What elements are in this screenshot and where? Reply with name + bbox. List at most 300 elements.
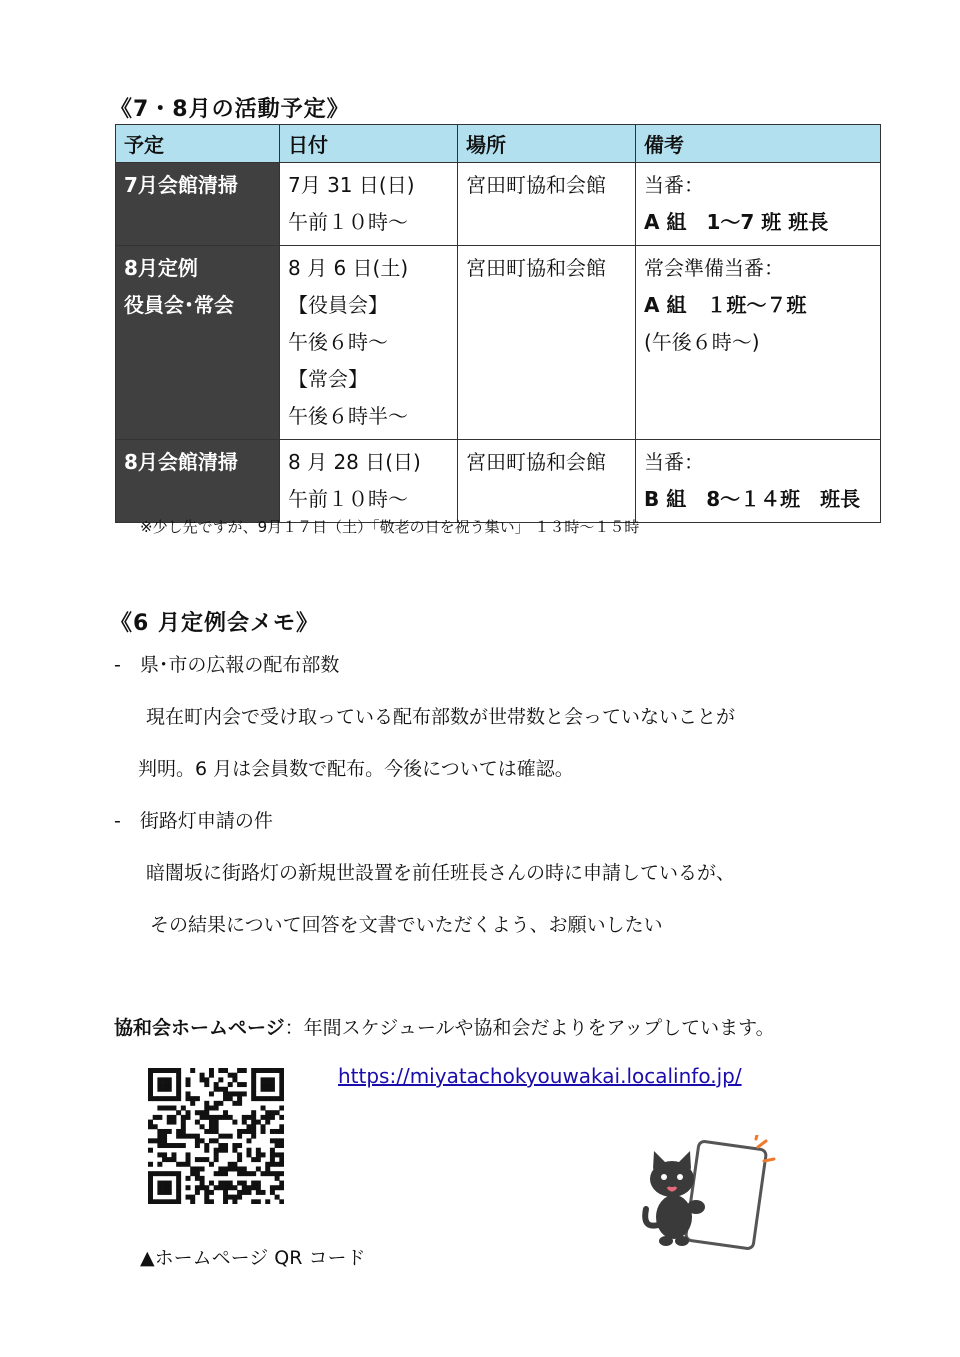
qr-module bbox=[157, 1185, 162, 1190]
qr-module bbox=[176, 1068, 181, 1073]
qr-module bbox=[242, 1068, 247, 1073]
qr-module bbox=[242, 1190, 247, 1195]
qr-module bbox=[228, 1185, 233, 1190]
qr-module bbox=[218, 1171, 223, 1176]
qr-module bbox=[157, 1106, 162, 1111]
qr-module bbox=[251, 1073, 256, 1078]
qr-module bbox=[181, 1134, 186, 1139]
qr-module bbox=[204, 1148, 209, 1153]
qr-module bbox=[265, 1171, 270, 1176]
qr-module bbox=[256, 1185, 261, 1190]
qr-module bbox=[251, 1181, 256, 1186]
qr-module bbox=[190, 1101, 195, 1106]
date-cell bbox=[280, 440, 458, 523]
qr-module bbox=[232, 1073, 237, 1078]
homepage-label: 協和会ホームページ bbox=[114, 1017, 285, 1039]
qr-module bbox=[157, 1077, 162, 1082]
qr-module bbox=[214, 1185, 219, 1190]
qr-module bbox=[209, 1073, 214, 1078]
qr-module bbox=[190, 1068, 195, 1073]
qr-module bbox=[232, 1143, 237, 1148]
qr-module bbox=[218, 1166, 223, 1171]
qr-module bbox=[270, 1115, 275, 1120]
qr-module bbox=[265, 1087, 270, 1092]
qr-module bbox=[232, 1185, 237, 1190]
qr-module bbox=[176, 1110, 181, 1115]
qr-module bbox=[232, 1148, 237, 1153]
qr-module bbox=[242, 1115, 247, 1120]
qr-module bbox=[176, 1091, 181, 1096]
qr-module bbox=[251, 1096, 256, 1101]
date-text: 8 月 28 日(日) bbox=[288, 450, 421, 474]
qr-module bbox=[279, 1124, 284, 1129]
qr-module bbox=[195, 1110, 200, 1115]
qr-module bbox=[251, 1199, 256, 1204]
qr-module bbox=[167, 1115, 172, 1120]
time-label: 【常会】 bbox=[288, 367, 368, 391]
qr-module bbox=[176, 1185, 181, 1190]
date-cell bbox=[280, 246, 458, 440]
qr-module bbox=[214, 1101, 219, 1106]
qr-module bbox=[186, 1162, 191, 1167]
qr-module bbox=[209, 1068, 214, 1073]
qr-module bbox=[148, 1073, 153, 1078]
qr-module bbox=[200, 1166, 205, 1171]
qr-module bbox=[209, 1190, 214, 1195]
qr-module bbox=[223, 1190, 228, 1195]
place-cell bbox=[458, 440, 636, 523]
homepage-text: ：年間スケジュールや協和会だよりをアップしています。 bbox=[284, 1017, 775, 1039]
qr-module bbox=[251, 1129, 256, 1134]
qr-module bbox=[279, 1091, 284, 1096]
qr-module bbox=[218, 1077, 223, 1082]
qr-module bbox=[148, 1162, 153, 1167]
qr-module bbox=[157, 1068, 162, 1073]
qr-module bbox=[246, 1185, 251, 1190]
qr-module bbox=[256, 1120, 261, 1125]
qr-module bbox=[157, 1138, 162, 1143]
qr-module bbox=[218, 1181, 223, 1186]
qr-module bbox=[223, 1185, 228, 1190]
place-cell bbox=[458, 163, 636, 246]
qr-module bbox=[251, 1115, 256, 1120]
remarks-cell bbox=[636, 440, 881, 523]
qr-module bbox=[157, 1096, 162, 1101]
qr-module bbox=[214, 1157, 219, 1162]
qr-module bbox=[232, 1077, 237, 1082]
time-label: 【役員会】 bbox=[288, 293, 388, 317]
qr-module bbox=[223, 1091, 228, 1096]
qr-module bbox=[171, 1068, 176, 1073]
qr-module bbox=[209, 1199, 214, 1204]
qr-module bbox=[237, 1152, 242, 1157]
qr-module bbox=[204, 1129, 209, 1134]
qr-module bbox=[200, 1077, 205, 1082]
qr-module bbox=[251, 1185, 256, 1190]
event-text: 8月定例 bbox=[124, 256, 198, 280]
qr-module bbox=[214, 1082, 219, 1087]
qr-module bbox=[204, 1082, 209, 1087]
qr-module bbox=[153, 1124, 158, 1129]
qr-module bbox=[251, 1124, 256, 1129]
qr-module bbox=[162, 1129, 167, 1134]
qr-module bbox=[190, 1199, 195, 1204]
qr-module bbox=[279, 1115, 284, 1120]
qr-module bbox=[270, 1068, 275, 1073]
qr-module bbox=[162, 1106, 167, 1111]
date-text: 7月 31 日(日) bbox=[288, 173, 415, 197]
qr-module bbox=[279, 1096, 284, 1101]
qr-module bbox=[148, 1096, 153, 1101]
qr-module bbox=[186, 1134, 191, 1139]
qr-module bbox=[270, 1148, 275, 1153]
qr-module bbox=[261, 1106, 266, 1111]
qr-module bbox=[275, 1185, 280, 1190]
qr-module bbox=[167, 1190, 172, 1195]
qr-module bbox=[256, 1157, 261, 1162]
qr-module bbox=[167, 1120, 172, 1125]
qr-module bbox=[270, 1129, 275, 1134]
qr-module bbox=[209, 1115, 214, 1120]
qr-module bbox=[204, 1106, 209, 1111]
qr-module bbox=[246, 1148, 251, 1153]
qr-module bbox=[228, 1181, 233, 1186]
qr-module bbox=[251, 1068, 256, 1073]
time-text: 午前１０時～ bbox=[288, 210, 408, 234]
qr-module bbox=[232, 1120, 237, 1125]
qr-module bbox=[232, 1162, 237, 1167]
qr-module bbox=[167, 1096, 172, 1101]
qr-module bbox=[186, 1091, 191, 1096]
qr-module bbox=[162, 1082, 167, 1087]
qr-module bbox=[162, 1138, 167, 1143]
table-header-row bbox=[116, 125, 881, 163]
qr-module bbox=[167, 1087, 172, 1092]
qr-module bbox=[148, 1171, 153, 1176]
qr-module bbox=[167, 1082, 172, 1087]
cat-holding-tablet-icon bbox=[640, 1135, 780, 1255]
qr-module bbox=[148, 1195, 153, 1200]
qr-module bbox=[171, 1096, 176, 1101]
qr-module bbox=[256, 1190, 261, 1195]
qr-module bbox=[195, 1176, 200, 1181]
qr-module bbox=[186, 1110, 191, 1115]
qr-module bbox=[186, 1115, 191, 1120]
qr-module bbox=[195, 1120, 200, 1125]
qr-module bbox=[223, 1134, 228, 1139]
qr-module bbox=[200, 1157, 205, 1162]
qr-module bbox=[186, 1082, 191, 1087]
qr-module bbox=[237, 1171, 242, 1176]
qr-module bbox=[237, 1101, 242, 1106]
qr-module bbox=[148, 1148, 153, 1153]
qr-module bbox=[162, 1143, 167, 1148]
qr-code-icon[interactable] bbox=[148, 1068, 284, 1204]
qr-module bbox=[218, 1115, 223, 1120]
qr-module bbox=[237, 1157, 242, 1162]
qr-module bbox=[190, 1166, 195, 1171]
qr-module bbox=[148, 1120, 153, 1125]
qr-module bbox=[265, 1162, 270, 1167]
qr-module bbox=[261, 1152, 266, 1157]
qr-module bbox=[204, 1190, 209, 1195]
qr-module bbox=[167, 1185, 172, 1190]
qr-module bbox=[270, 1190, 275, 1195]
qr-module bbox=[186, 1176, 191, 1181]
qr-module bbox=[237, 1166, 242, 1171]
qr-module bbox=[256, 1181, 261, 1186]
qr-module bbox=[181, 1129, 186, 1134]
qr-module bbox=[148, 1082, 153, 1087]
remarks-cell bbox=[636, 163, 881, 246]
qr-module bbox=[237, 1190, 242, 1195]
homepage-line bbox=[114, 1013, 775, 1040]
qr-module bbox=[275, 1162, 280, 1167]
qr-module bbox=[256, 1166, 261, 1171]
qr-module bbox=[162, 1134, 167, 1139]
qr-module bbox=[228, 1073, 233, 1078]
qr-module bbox=[228, 1096, 233, 1101]
qr-module bbox=[162, 1199, 167, 1204]
qr-module bbox=[279, 1082, 284, 1087]
qr-module bbox=[162, 1068, 167, 1073]
qr-module bbox=[176, 1162, 181, 1167]
remarks-text: 当番： bbox=[644, 173, 704, 197]
qr-module bbox=[242, 1082, 247, 1087]
qr-module bbox=[148, 1138, 153, 1143]
qr-module bbox=[157, 1087, 162, 1092]
qr-module bbox=[242, 1091, 247, 1096]
qr-module bbox=[186, 1185, 191, 1190]
qr-caption: ▲ホームページ QR コード bbox=[140, 1247, 366, 1269]
qr-module bbox=[171, 1120, 176, 1125]
qr-module bbox=[237, 1091, 242, 1096]
qr-module bbox=[176, 1077, 181, 1082]
qr-module bbox=[228, 1166, 233, 1171]
qr-module bbox=[251, 1120, 256, 1125]
place-text: 宮田町協和会館 bbox=[466, 256, 606, 280]
qr-module bbox=[209, 1138, 214, 1143]
qr-module bbox=[275, 1176, 280, 1181]
qr-module bbox=[279, 1171, 284, 1176]
qr-module bbox=[176, 1176, 181, 1181]
qr-module bbox=[232, 1166, 237, 1171]
qr-module bbox=[218, 1101, 223, 1106]
qr-module bbox=[176, 1129, 181, 1134]
qr-module bbox=[275, 1152, 280, 1157]
qr-module bbox=[162, 1152, 167, 1157]
qr-module bbox=[237, 1082, 242, 1087]
qr-module bbox=[200, 1124, 205, 1129]
qr-module bbox=[223, 1110, 228, 1115]
qr-module bbox=[242, 1166, 247, 1171]
event-cell bbox=[116, 440, 280, 523]
qr-module bbox=[265, 1077, 270, 1082]
qr-module bbox=[209, 1129, 214, 1134]
qr-module bbox=[232, 1101, 237, 1106]
qr-module bbox=[228, 1162, 233, 1167]
qr-module bbox=[204, 1157, 209, 1162]
qr-module bbox=[275, 1171, 280, 1176]
qr-module bbox=[279, 1157, 284, 1162]
qr-module bbox=[214, 1148, 219, 1153]
memo-detail: 暗闇坂に街路灯の新規世設置を前任班長さんの時に申請しているが、 bbox=[146, 862, 736, 884]
qr-module bbox=[218, 1134, 223, 1139]
qr-module bbox=[195, 1190, 200, 1195]
qr-module bbox=[265, 1166, 270, 1171]
qr-module bbox=[246, 1138, 251, 1143]
qr-module bbox=[195, 1166, 200, 1171]
qr-module bbox=[223, 1068, 228, 1073]
qr-module bbox=[237, 1129, 242, 1134]
qr-module bbox=[261, 1115, 266, 1120]
qr-module bbox=[162, 1190, 167, 1195]
qr-module bbox=[157, 1134, 162, 1139]
qr-module bbox=[157, 1082, 162, 1087]
qr-module bbox=[246, 1124, 251, 1129]
qr-module bbox=[181, 1143, 186, 1148]
qr-module bbox=[148, 1077, 153, 1082]
qr-module bbox=[279, 1068, 284, 1073]
qr-module bbox=[148, 1185, 153, 1190]
qr-module bbox=[190, 1171, 195, 1176]
qr-module bbox=[251, 1077, 256, 1082]
table-row bbox=[116, 163, 881, 246]
event-cell bbox=[116, 246, 280, 440]
qr-module bbox=[270, 1096, 275, 1101]
qr-module bbox=[246, 1171, 251, 1176]
qr-module bbox=[279, 1143, 284, 1148]
qr-module bbox=[251, 1171, 256, 1176]
homepage-link[interactable]: https://miyatachokyouwakai.localinfo.jp/ bbox=[338, 1064, 742, 1088]
qr-module bbox=[265, 1110, 270, 1115]
qr-module bbox=[167, 1199, 172, 1204]
qr-module bbox=[186, 1077, 191, 1082]
qr-module bbox=[279, 1087, 284, 1092]
qr-module bbox=[218, 1143, 223, 1148]
memo-item: - 街路灯申請の件 bbox=[114, 810, 273, 832]
date-text: 8 月 6 日(土) bbox=[288, 256, 409, 280]
qr-module bbox=[279, 1106, 284, 1111]
qr-module bbox=[237, 1096, 242, 1101]
qr-module bbox=[270, 1110, 275, 1115]
qr-module bbox=[270, 1082, 275, 1087]
event-text: 役員会･常会 bbox=[124, 293, 234, 317]
qr-module bbox=[261, 1082, 266, 1087]
qr-module bbox=[176, 1181, 181, 1186]
qr-module bbox=[157, 1190, 162, 1195]
qr-module bbox=[148, 1190, 153, 1195]
remarks-group: A 組 １班～７班 bbox=[644, 293, 807, 317]
qr-module bbox=[171, 1106, 176, 1111]
date-cell bbox=[280, 163, 458, 246]
qr-module bbox=[167, 1068, 172, 1073]
qr-module bbox=[209, 1120, 214, 1125]
qr-module bbox=[275, 1195, 280, 1200]
qr-module bbox=[204, 1185, 209, 1190]
header-remarks: 備考 bbox=[636, 125, 881, 163]
qr-module bbox=[181, 1162, 186, 1167]
schedule-heading: 《7・8月の活動予定》 bbox=[110, 97, 350, 122]
qr-module bbox=[200, 1073, 205, 1078]
table-row bbox=[116, 246, 881, 440]
remarks-text: 当番： bbox=[644, 450, 704, 474]
qr-module bbox=[223, 1171, 228, 1176]
qr-module bbox=[195, 1138, 200, 1143]
qr-module bbox=[176, 1171, 181, 1176]
qr-module bbox=[157, 1129, 162, 1134]
qr-module bbox=[167, 1157, 172, 1162]
qr-module bbox=[214, 1152, 219, 1157]
qr-module bbox=[261, 1077, 266, 1082]
qr-module bbox=[256, 1152, 261, 1157]
qr-module bbox=[279, 1129, 284, 1134]
qr-module bbox=[171, 1152, 176, 1157]
qr-module bbox=[200, 1176, 205, 1181]
qr-module bbox=[279, 1077, 284, 1082]
qr-module bbox=[275, 1110, 280, 1115]
time-text: 午後６時～ bbox=[288, 330, 388, 354]
qr-module bbox=[176, 1143, 181, 1148]
qr-module bbox=[167, 1143, 172, 1148]
qr-module bbox=[223, 1115, 228, 1120]
qr-module bbox=[176, 1073, 181, 1078]
qr-module bbox=[186, 1096, 191, 1101]
qr-module bbox=[214, 1138, 219, 1143]
qr-module bbox=[256, 1068, 261, 1073]
qr-module bbox=[228, 1082, 233, 1087]
qr-module bbox=[256, 1096, 261, 1101]
qr-module bbox=[218, 1068, 223, 1073]
schedule-note: ※少し先ですが、9月１７日（土）「敬老の日を祝う集い」 １３時～１５時 bbox=[140, 518, 640, 536]
qr-module bbox=[270, 1171, 275, 1176]
qr-module bbox=[261, 1129, 266, 1134]
qr-module bbox=[265, 1199, 270, 1204]
header-event: 予定 bbox=[116, 125, 280, 163]
qr-module bbox=[181, 1115, 186, 1120]
qr-module bbox=[232, 1091, 237, 1096]
memo-heading: 《6 月定例会メモ》 bbox=[110, 611, 319, 636]
qr-module bbox=[171, 1199, 176, 1204]
memo-detail: 現在町内会で受け取っている配布部数が世帯数と会っていないことが bbox=[146, 706, 736, 728]
qr-module bbox=[265, 1068, 270, 1073]
qr-module bbox=[251, 1082, 256, 1087]
place-text: 宮田町協和会館 bbox=[466, 173, 606, 197]
qr-module bbox=[261, 1096, 266, 1101]
qr-module bbox=[242, 1120, 247, 1125]
time-text: 午後６時半～ bbox=[288, 404, 408, 428]
qr-module bbox=[176, 1195, 181, 1200]
qr-module bbox=[265, 1096, 270, 1101]
qr-module bbox=[209, 1106, 214, 1111]
place-text: 宮田町協和会館 bbox=[466, 450, 606, 474]
qr-module bbox=[242, 1129, 247, 1134]
qr-module bbox=[176, 1190, 181, 1195]
qr-module bbox=[223, 1143, 228, 1148]
qr-module bbox=[265, 1115, 270, 1120]
qr-module bbox=[223, 1087, 228, 1092]
qr-module bbox=[218, 1185, 223, 1190]
qr-module bbox=[157, 1181, 162, 1186]
qr-module bbox=[228, 1195, 233, 1200]
qr-module bbox=[251, 1157, 256, 1162]
remarks-group: A 組 1～7 班 班長 bbox=[644, 210, 829, 234]
qr-module bbox=[251, 1110, 256, 1115]
qr-module bbox=[279, 1152, 284, 1157]
qr-module bbox=[270, 1185, 275, 1190]
qr-module bbox=[265, 1120, 270, 1125]
qr-module bbox=[157, 1199, 162, 1204]
